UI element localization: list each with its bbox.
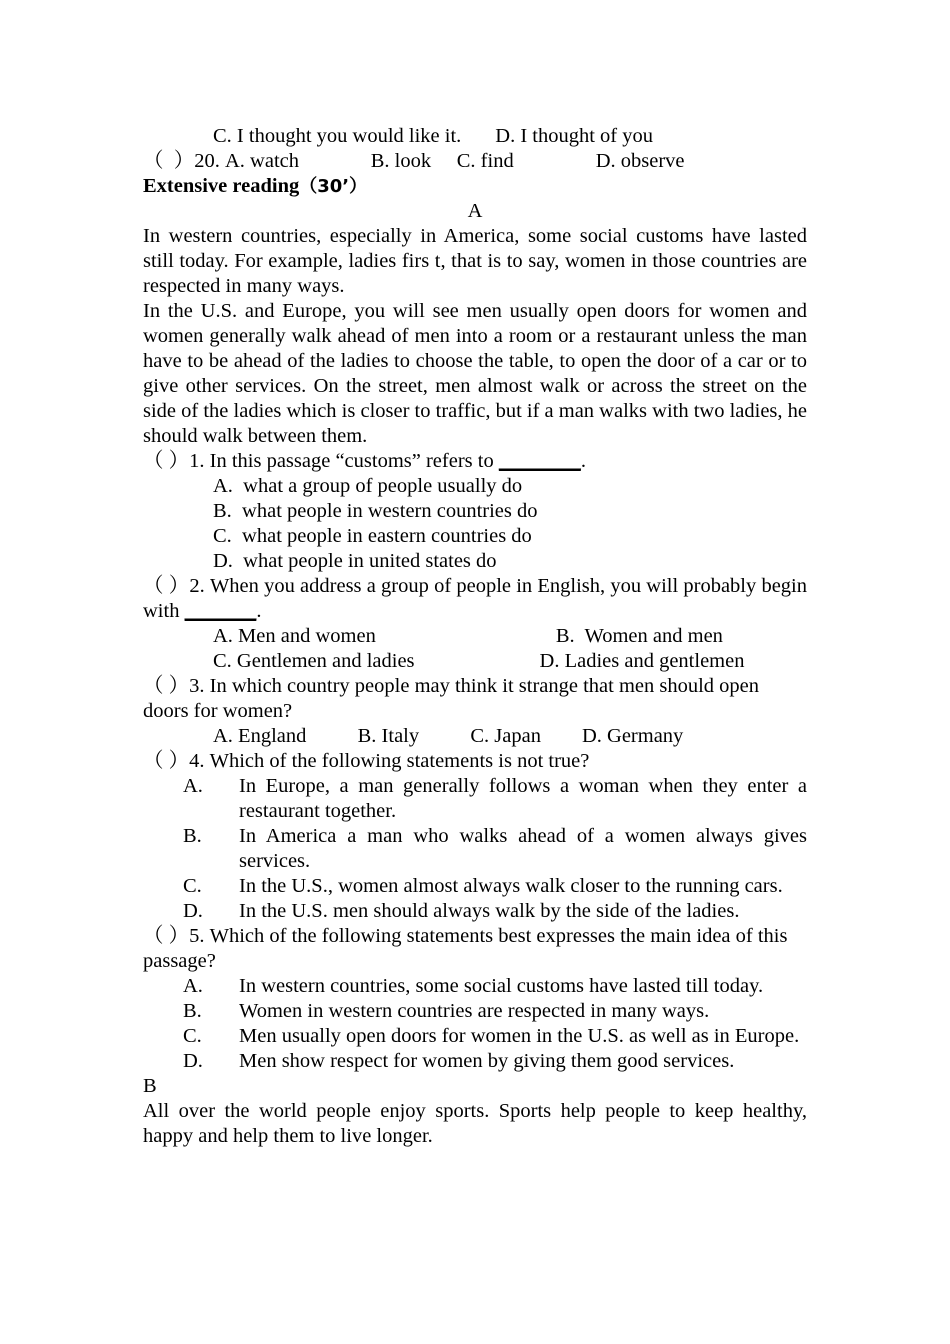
question-1-option-d[interactable]: D. what people in united states do xyxy=(213,550,497,572)
question-3-stem: （ ）3. In which country people may think it strange that men should open doors for women? xyxy=(143,675,760,722)
question-4-option-d[interactable] xyxy=(143,899,807,924)
question-4-option-c-marker: C. xyxy=(183,875,202,897)
passage-b-label: B xyxy=(143,1075,157,1097)
question-2-stem-tail: . xyxy=(256,600,262,622)
question-1-stem xyxy=(143,449,807,474)
passage-b-paragraph-1: All over the world people enjoy sports. Sports help people to keep healthy, happy and help them to live longer. xyxy=(143,1100,807,1147)
question-4-option-c[interactable] xyxy=(143,874,807,899)
question-5-option-d[interactable] xyxy=(143,1049,807,1074)
question-4-option-c-text: In the U.S., women almost always walk closer to the running cars. xyxy=(239,875,783,897)
question-5-option-a-marker: A. xyxy=(183,975,203,997)
carryover-option-c: C. I thought you would like it. xyxy=(213,125,462,147)
worksheet-page xyxy=(143,124,807,1149)
question-2-stem-text: （ ）2. When you address a group of people in English, you will probably begin with xyxy=(143,575,807,622)
question-5-option-d-text: Men show respect for women by giving them good services. xyxy=(239,1050,735,1072)
question-2-row-2 xyxy=(143,649,807,674)
question-4-option-b[interactable] xyxy=(143,824,807,874)
passage-a-label: A xyxy=(467,200,483,222)
question-2-blank[interactable]: _______ xyxy=(184,600,257,622)
question-4-option-a-marker: A. xyxy=(183,775,203,797)
question-2-row-1 xyxy=(143,624,807,649)
question-2-option-a[interactable]: A. Men and women xyxy=(213,625,376,647)
section-heading xyxy=(143,174,807,199)
question-4-option-a-text: In Europe, a man generally follows a woman when they enter a restaurant together. xyxy=(239,775,807,822)
question-5-option-b[interactable] xyxy=(143,999,807,1024)
question-4-option-a[interactable] xyxy=(143,774,807,824)
question-4-stem: （ ）4. Which of the following statements is not true? xyxy=(143,750,590,772)
question-4-option-d-marker: D. xyxy=(183,900,203,922)
section-heading-points: （30’） xyxy=(299,176,368,197)
question-4-option-b-marker: B. xyxy=(183,825,202,847)
question-5-option-b-text: Women in western countries are respected in many ways. xyxy=(239,1000,710,1022)
passage-a-paragraph-1: In western countries, especially in America, some social customs have lasted still today. For example, ladies firs t, that is to say, women in those countries are respected in many ways. xyxy=(143,225,807,297)
carryover-options-line xyxy=(143,124,807,149)
question-5-option-b-marker: B. xyxy=(183,1000,202,1022)
question-5-option-c-text: Men usually open doors for women in the U.S. as well as in Europe. xyxy=(239,1025,800,1047)
question-1-stem-text: （ ）1. In this passage “customs” refers to xyxy=(143,450,499,472)
question-1-option-c[interactable]: C. what people in eastern countries do xyxy=(213,525,532,547)
question-5-option-d-marker: D. xyxy=(183,1050,203,1072)
question-2-option-c[interactable]: C. Gentlemen and ladies xyxy=(213,650,415,672)
question-4-option-b-text: In America a man who walks ahead of a women always gives services. xyxy=(239,825,807,872)
question-5-option-c-marker: C. xyxy=(183,1025,202,1047)
question-1-blank[interactable]: ________ xyxy=(498,450,581,472)
question-1-option-a[interactable]: A. what a group of people usually do xyxy=(213,475,523,497)
question-20-line: （ ）20. A. watch B. look C. find D. observe xyxy=(143,150,685,172)
question-1-option-b[interactable]: B. what people in western countries do xyxy=(213,500,538,522)
section-heading-title: Extensive reading xyxy=(143,175,300,197)
question-2-option-d[interactable]: D. Ladies and gentlemen xyxy=(539,650,745,672)
carryover-option-d: D. I thought of you xyxy=(495,125,654,147)
question-2-stem xyxy=(143,574,807,624)
question-3-options[interactable]: A. England B. Italy C. Japan D. Germany xyxy=(213,725,684,747)
question-1-stem-tail: . xyxy=(580,450,586,472)
question-2-option-b[interactable]: B. Women and men xyxy=(555,625,723,647)
passage-a-paragraph-2: In the U.S. and Europe, you will see men usually open doors for women and women generally walk ahead of men into a room or a restaurant unless the man have to be ahead of the ladies to choose the table, to open the door of a car or to give other services. On the street, men almost walk or across the street on the side of the ladies which is closer to traffic, but if a man walks with two ladies, he should walk between them. xyxy=(143,300,807,447)
question-5-stem: （ ）5. Which of the following statements best expresses the main idea of this passage? xyxy=(143,925,788,972)
question-4-option-d-text: In the U.S. men should always walk by the side of the ladies. xyxy=(239,900,740,922)
question-5-option-c[interactable] xyxy=(143,1024,807,1049)
question-5-option-a[interactable] xyxy=(143,974,807,999)
question-5-option-a-text: In western countries, some social customs have lasted till today. xyxy=(239,975,764,997)
